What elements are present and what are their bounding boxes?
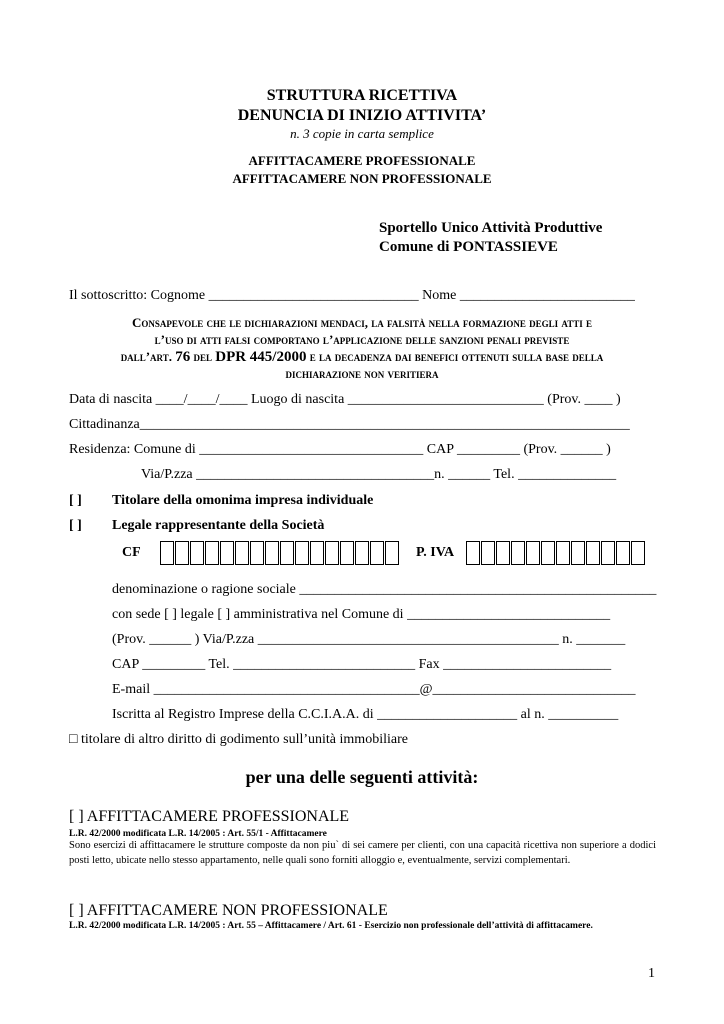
cf-box[interactable] (370, 541, 384, 565)
activity-2-heading[interactable]: [ ] AFFITTACAMERE NON PROFESSIONALE (69, 902, 388, 919)
cf-box[interactable] (310, 541, 324, 565)
activity-1-heading[interactable]: [ ] AFFITTACAMERE PROFESSIONALE (69, 808, 350, 825)
cf-box[interactable] (385, 541, 399, 565)
piva-box[interactable] (466, 541, 480, 565)
declaration-text: dall’art. (120, 349, 176, 364)
cf-box[interactable] (160, 541, 174, 565)
activity-1-description: Sono esercizi di affittacamere le strutture composte da non piu` di sei camere per clienti, con una capacità ricettiva non superiore a dodici posti letto, ubicate nello stesso appartamento, nelle quali sono forniti alloggio e, eventualmente, servizi complementari. (69, 840, 656, 866)
denominazione-field[interactable]: denominazione o ragione sociale ___________________________________________________ (112, 582, 657, 597)
altro-diritto-option[interactable]: □ titolare di altro diritto di godimento sull’unità immobiliare (69, 732, 408, 747)
piva-box[interactable] (631, 541, 645, 565)
piva-box[interactable] (526, 541, 540, 565)
declaration-line-2: l’uso di atti falsi comportano l’applicazione delle sanzioni penali previste (154, 332, 570, 347)
declaration-line-4: dichiarazione non veritiera (285, 366, 439, 381)
cf-box[interactable] (340, 541, 354, 565)
declaration-line-1: Consapevole che le dichiarazioni mendaci, la falsità nella formazione degli atti e (132, 315, 592, 330)
page-number: 1 (648, 966, 655, 981)
nascita-field[interactable]: Data di nascita ____/____/____ Luogo di nascita ____________________________ (Prov. ____ ) (69, 392, 621, 407)
iscritta-field[interactable]: Iscritta al Registro Imprese della C.C.I.A.A. di ____________________ al n. __________ (112, 707, 619, 722)
sottoscritto-field[interactable]: Il sottoscritto: Cognome ______________________________ Nome _________________________ (69, 288, 635, 303)
activity-1-law: L.R. 42/2000 modificata L.R. 14/2005 : Art. 55/1 - Affittacamere (69, 829, 327, 839)
type-line-2: AFFITTACAMERE NON PROFESSIONALE (232, 171, 492, 186)
cap-tel-fax-field[interactable]: CAP _________ Tel. __________________________ Fax ________________________ (112, 657, 612, 672)
cf-box[interactable] (265, 541, 279, 565)
piva-label: P. IVA (416, 545, 455, 560)
piva-box[interactable] (481, 541, 495, 565)
cf-box[interactable] (355, 541, 369, 565)
declaration-text: del (190, 349, 216, 364)
via-field[interactable]: Via/P.zza __________________________________n. ______ Tel. ______________ (141, 467, 617, 482)
piva-box[interactable] (496, 541, 510, 565)
cf-box[interactable] (295, 541, 309, 565)
option-individuale-checkbox[interactable]: [ ] (69, 493, 82, 508)
cf-box[interactable] (220, 541, 234, 565)
recipient-line-2: Comune di PONTASSIEVE (379, 239, 558, 255)
piva-box[interactable] (601, 541, 615, 565)
prov-via-field[interactable]: (Prov. ______ ) Via/P.zza ___________________________________________ n. _______ (112, 632, 626, 647)
piva-box[interactable] (616, 541, 630, 565)
recipient-line-1: Sportello Unico Attività Produttive (379, 220, 603, 236)
piva-box[interactable] (556, 541, 570, 565)
subtitle: n. 3 copie in carta semplice (290, 126, 434, 141)
declaration-text: e la decadenza dai benefici ottenuti sulla base della (306, 349, 604, 364)
piva-box[interactable] (541, 541, 555, 565)
cf-box[interactable] (325, 541, 339, 565)
section-title: per una delle seguenti attività: (245, 767, 479, 787)
title-line-1: STRUTTURA RICETTIVA (266, 87, 458, 104)
activity-2-law: L.R. 42/2000 modificata L.R. 14/2005 : Art. 55 – Affittacamere / Art. 61 - Esercizio non professionale dell’attività di affittacamere. (69, 921, 593, 931)
declaration-dpr: DPR 445/2000 (215, 349, 307, 365)
cf-box[interactable] (190, 541, 204, 565)
cf-box[interactable] (280, 541, 294, 565)
title-line-2: DENUNCIA DI INIZIO ATTIVITA’ (237, 107, 487, 124)
cf-box[interactable] (205, 541, 219, 565)
option-individuale-label: Titolare della omonima impresa individuale (112, 493, 374, 508)
option-societa-checkbox[interactable]: [ ] (69, 518, 82, 533)
piva-box[interactable] (511, 541, 525, 565)
residenza-field[interactable]: Residenza: Comune di ________________________________ CAP _________ (Prov. ______ ) (69, 442, 611, 457)
piva-boxes[interactable] (466, 541, 646, 565)
email-field[interactable]: E-mail ______________________________________@_____________________________ (112, 682, 636, 697)
cf-box[interactable] (175, 541, 189, 565)
option-societa-label: Legale rappresentante della Società (112, 518, 325, 533)
piva-box[interactable] (586, 541, 600, 565)
piva-box[interactable] (571, 541, 585, 565)
cittadinanza-field[interactable]: Cittadinanza______________________________________________________________________ (69, 417, 630, 432)
cf-box[interactable] (250, 541, 264, 565)
sede-field[interactable]: con sede [ ] legale [ ] amministrativa nel Comune di _____________________________ (112, 607, 611, 622)
cf-label: CF (122, 545, 141, 560)
cf-boxes[interactable] (160, 541, 400, 565)
type-line-1: AFFITTACAMERE PROFESSIONALE (248, 153, 476, 168)
declaration-article: 76 (175, 349, 191, 365)
cf-box[interactable] (235, 541, 249, 565)
